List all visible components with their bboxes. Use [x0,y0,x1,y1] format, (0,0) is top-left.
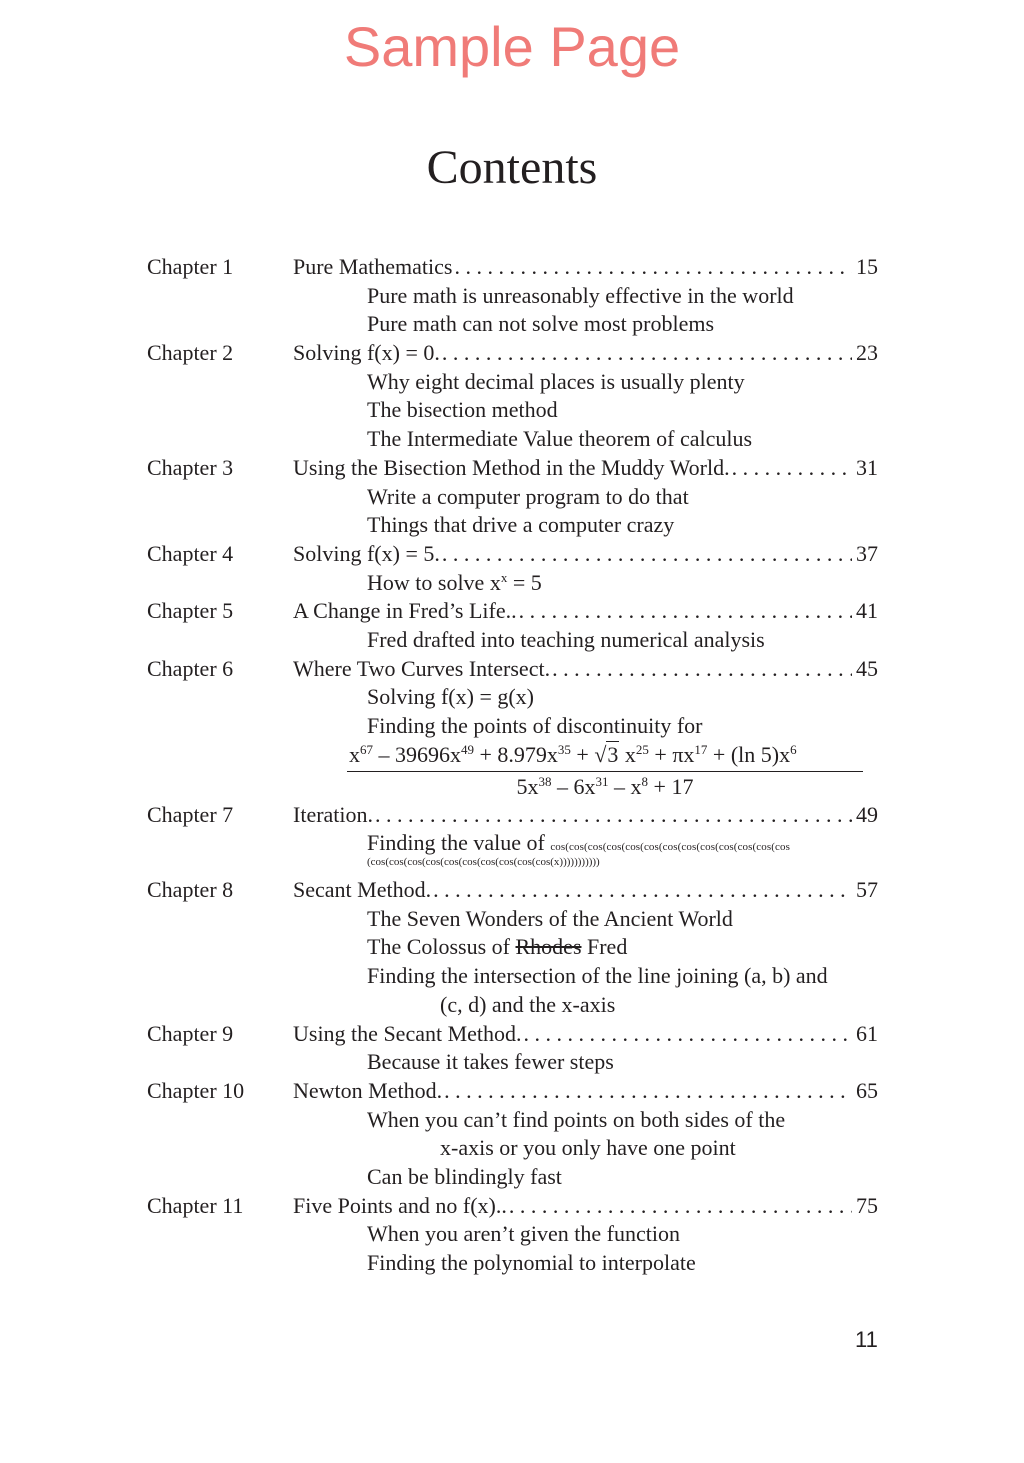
chapter-page-number: 15 [856,254,878,279]
dot-leader [507,1192,852,1220]
dot-leader [431,876,852,904]
toc-subentry-row [0,1106,1024,1135]
dot-leader [522,1020,852,1048]
toc-subentry: When you can’t find points on both sides of the [367,1106,786,1132]
exponent: 67 [360,741,373,757]
toc-subentry-row [0,1163,1024,1192]
page-title: Contents [426,141,598,194]
formula-denominator: $5x^{38} - 6x^{31} - x^8 + 17$ [516,773,694,799]
chapter-entry [293,597,878,625]
toc-subentry: Because it takes fewer steps [367,1049,614,1075]
rational-function-formula [0,741,1024,801]
toc-subentry-row [0,1249,1024,1278]
chapter-page-number: 61 [856,1020,878,1046]
sample-page-watermark: Sample Page [343,15,681,78]
chapter-label: Chapter 7 [147,801,234,827]
exponent: 49 [461,741,474,757]
chapter-title: A Change in Fred’s Life.. [293,598,517,624]
toc-subentry-row [0,483,1024,512]
dot-leader [373,801,852,829]
toc-subentry-row [0,310,1024,339]
chapter-label: Chapter 5 [147,598,234,624]
toc-chapter-row [0,540,1024,569]
toc-chapter-row [0,655,1024,684]
chapter-title: Secant Method. [293,877,432,903]
chapter-title: Five Points and no f(x).. [293,1192,507,1218]
toc-subentry-row [0,933,1024,962]
toc-subentry: x-axis or you only have one point [440,1135,736,1161]
toc-subentry: Finding the value of cos(cos(cos(cos(cos(cos(cos(cos(cos(cos(cos(cos(cos [367,830,790,856]
chapter-entry [293,801,878,829]
chapter-entry [293,1077,878,1105]
chapter-label: Chapter 9 [147,1020,234,1046]
chapter-title: Pure Mathematics [293,254,453,279]
toc-subentry: When you aren’t given the function [367,1221,680,1247]
toc-subentry-row [0,368,1024,397]
page-number: 11 [855,1327,878,1352]
chapter-title: Solving f(x) = 5. [293,540,440,566]
toc-subentry-row [0,626,1024,655]
dot-leader [442,1077,852,1105]
chapter-label: Chapter 4 [147,540,234,566]
exponent: 25 [635,741,649,757]
chapter-title: Using the Bisection Method in the Muddy World. [293,454,730,480]
exponent: x [500,569,508,585]
exponent: 38 [538,773,552,789]
toc-subentry-row [0,1048,1024,1077]
toc-subentry-row [0,1134,1024,1163]
toc-subentry: Solving f(x) = g(x) [367,684,534,710]
toc-subentry: The bisection method [367,397,558,423]
nested-cos-expression: cos(cos(cos(cos(cos(cos(cos(cos(cos(cos(cos(cos(cos [550,841,790,854]
toc-chapter-row [0,1020,1024,1049]
toc-chapter-row [0,339,1024,368]
toc-subentry-row [0,569,1024,598]
chapter-label: Chapter 6 [147,655,234,681]
toc-chapter-row [0,253,1024,282]
toc-subentry: Why eight decimal places is usually plenty [367,368,745,394]
toc-subentry-row [0,396,1024,425]
chapter-entry [293,540,878,568]
chapter-page-number: 37 [856,540,878,566]
toc-chapter-row [0,597,1024,626]
dot-leader [452,253,852,281]
toc-subentry: Fred drafted into teaching numerical analysis [367,626,765,652]
toc-subentry-row [0,991,1024,1020]
chapter-page-number: 45 [856,655,878,681]
toc-subentry: (c, d) and the x-axis [440,991,616,1017]
chapter-page-number: 57 [856,877,878,903]
chapter-entry [293,253,878,281]
toc-subentry-row [0,905,1024,934]
toc-subentry: How to solve $x^x = 5$ [367,569,542,595]
chapter-title: Solving f(x) = 0. [293,340,440,366]
chapter-entry [293,1192,878,1220]
toc-subentry: Pure math is unreasonably effective in the world [367,282,794,308]
exponent: 31 [595,773,609,789]
toc-subentry: The Seven Wonders of the Ancient World [367,905,733,931]
chapter-title: Where Two Curves Intersect. [293,655,551,681]
dot-leader [517,597,852,625]
chapter-title: Newton Method. [293,1077,443,1103]
toc-subentry-row [0,282,1024,311]
toc-subentry: Finding the intersection of the line joining (a, b) and [367,963,828,989]
toc-subentry-row [0,962,1024,991]
nested-cos-expression-continued: (cos(cos(cos(cos(cos(cos(cos(cos(cos(cos(x))))))))))) [367,856,600,869]
chapter-page-number: 31 [856,454,878,480]
toc-subentry-row [0,858,1024,876]
chapter-title: Using the Secant Method. [293,1020,522,1046]
chapter-page-number: 49 [856,801,878,827]
chapter-label: Chapter 2 [147,340,234,366]
toc-chapter-row [0,454,1024,483]
chapter-label: Chapter 8 [147,877,234,903]
fraction-bar [347,771,863,772]
toc-subentry: Can be blindingly fast [367,1163,562,1189]
toc-chapter-row [0,876,1024,905]
toc-subentry: Finding the polynomial to interpolate [367,1250,696,1275]
chapter-entry [293,876,878,904]
dot-leader [730,454,852,482]
dot-leader [440,540,852,568]
toc-subentry-row [0,425,1024,454]
toc-chapter-row [0,1192,1024,1221]
chapter-page-number: 23 [856,340,878,366]
chapter-label: Chapter 10 [147,1077,245,1103]
toc-subentry: The Colossus of Rhodes Fred [367,934,628,960]
formula-numerator: $x^{67} - 39696x^{49} + 8.979x^{35} + √3$ $x^{25} + \pi x^{17} + (\ln$ $5)x^6$ [349,741,797,767]
toc-subentry-row [0,511,1024,540]
chapter-title: Iteration. [293,801,374,827]
chapter-entry [293,1020,878,1048]
sqrt-radicand: 3 [607,741,619,767]
table-of-contents [0,253,1024,1278]
dot-leader [550,655,852,683]
exponent: 17 [694,741,708,757]
toc-subentry-row [0,683,1024,712]
toc-subentry: Write a computer program to do that [367,483,689,509]
chapter-entry [293,454,878,482]
dot-leader [440,339,852,367]
chapter-page-number: 75 [856,1192,878,1218]
exponent: 6 [790,741,797,757]
chapter-label: Chapter 3 [147,454,234,480]
chapter-entry [293,339,878,367]
exponent: 35 [557,741,571,757]
chapter-page-number: 65 [856,1077,878,1103]
toc-subentry: Finding the points of discontinuity for [367,713,703,738]
toc-chapter-row [0,801,1024,830]
toc-chapter-row [0,1077,1024,1106]
chapter-label: Chapter 1 [147,254,234,279]
chapter-entry [293,655,878,683]
struck-word: Rhodes [515,934,582,960]
toc-subentry: Pure math can not solve most problems [367,311,715,337]
toc-subentry-row [0,712,1024,741]
exponent: 8 [641,773,649,789]
toc-subentry-row [0,1220,1024,1249]
chapter-page-number: 41 [856,598,878,624]
toc-subentry: Things that drive a computer crazy [367,512,675,538]
toc-subentry: The Intermediate Value theorem of calculus [367,426,753,452]
chapter-label: Chapter 11 [147,1192,244,1218]
toc-subentry-row [0,829,1024,858]
